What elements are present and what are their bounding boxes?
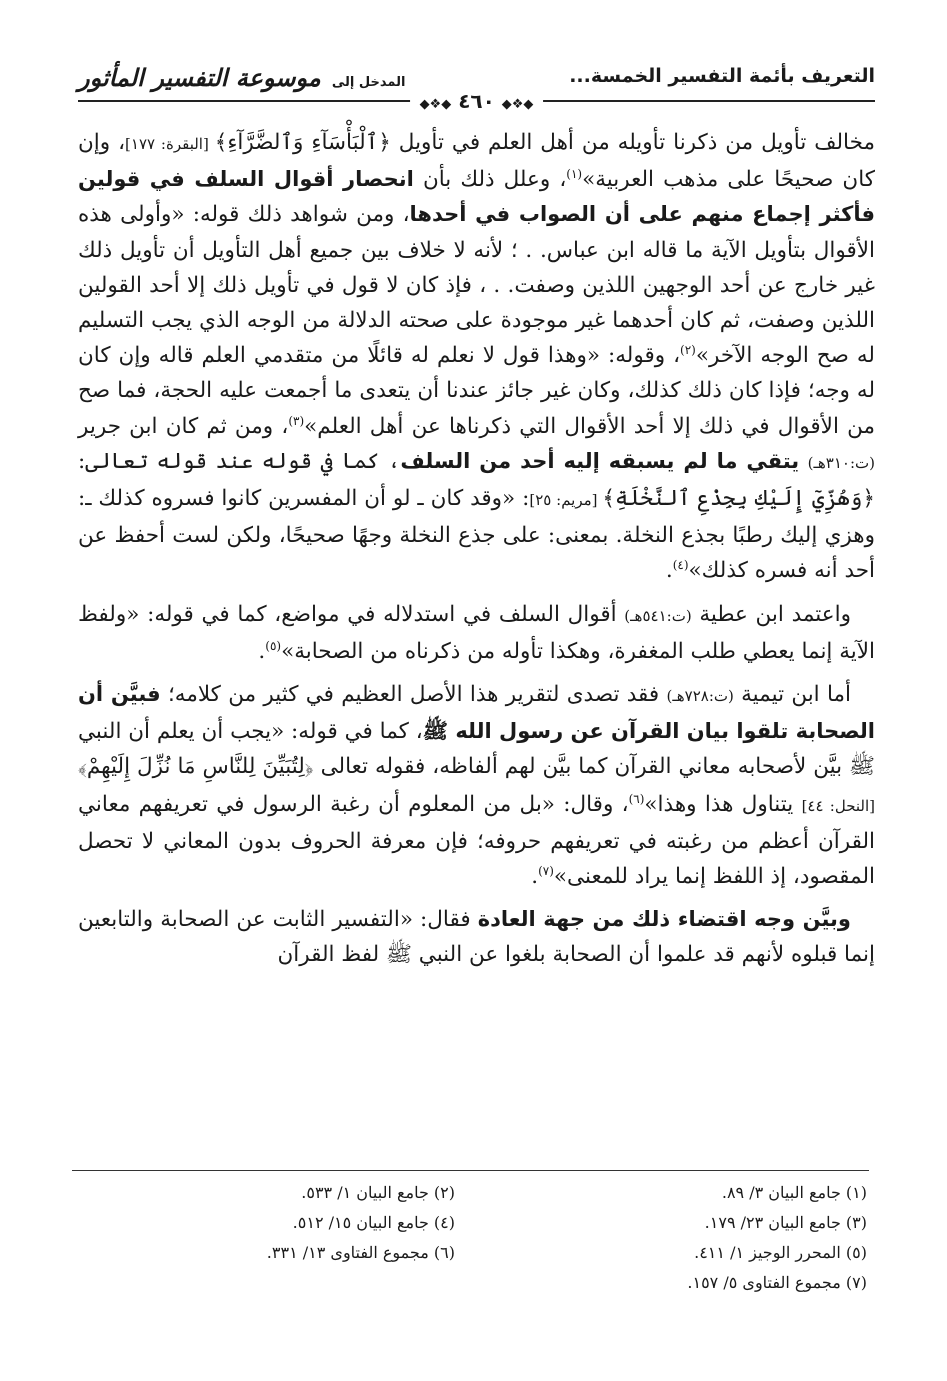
text-segment: (ت:٥٤١هـ)	[624, 606, 692, 625]
footnote-ref: (٣)	[288, 413, 305, 428]
text-segment: ﴿ٱلْبَأْسَآءِ وَٱلضَّرَّآءِ﴾	[214, 130, 391, 155]
text-segment: ، كما في قوله عند قوله تعالى:	[78, 448, 401, 474]
text-segment: أما ابن تيمية	[733, 682, 851, 708]
footnote: (١) جامع البيان ٣/ ٨٩.	[721, 1183, 867, 1202]
footnote: (٤) جامع البيان ١٥/ ٥١٢.	[292, 1213, 455, 1232]
footnote-rule	[72, 1170, 869, 1171]
text-segment: (ت:٧٢٨هـ)	[666, 687, 734, 706]
footnote: (٦) مجموع الفتاوى ١٣/ ٣٣١.	[266, 1243, 455, 1262]
book-title-prefix: المدخل إلى	[331, 75, 406, 90]
text-segment: ، ومن ثم كان ابن جرير	[78, 413, 289, 439]
page-number-value: ٤٦٠	[458, 89, 495, 113]
footnote: (٧) مجموع الفتاوى ٥/ ١٥٧.	[687, 1273, 867, 1292]
ornament-icon: ◆❖◆	[501, 97, 534, 112]
text-segment: .	[258, 638, 266, 664]
paragraph	[78, 597, 875, 669]
book-title: موسوعة التفسير المأثور	[78, 63, 321, 92]
paragraph	[78, 677, 875, 894]
ornament-icon: ◆❖◆	[419, 97, 452, 112]
footnote-ref: (٢)	[680, 343, 696, 358]
text-segment: ﴿لِتُبَيِّنَ لِلنَّاسِ مَا نُزِّلَ إِلَيْهِمْ﴾	[78, 754, 314, 780]
text-segment: يتناول هذا وهذا»	[644, 791, 802, 817]
footnotes	[78, 1183, 875, 1303]
text-segment: ، وعلل ذلك بأن	[413, 167, 567, 193]
text-segment: ، وقوله: «وهذا قول لا نعلم له قائلًا من متقدمي العلم قاله وإن كان له وجه؛ فإذا كان ذلك كذلك، وكان غير جائز عندنا أن يتعدى ما أجمعت عليه الحجة، فما صح من الأقوال في ذلك إلا أحد الأقوال التي ذكرناها عن أهل العلم»	[78, 343, 875, 439]
page-number	[410, 89, 544, 113]
footnote: (٣) جامع البيان ٢٣/ ١٧٩.	[704, 1213, 867, 1232]
text-segment: (ت:٣١٠هـ)	[807, 453, 875, 472]
text-segment: فقال: «التفسير الثابت عن الصحابة والتابعين إنما قبلوه لأنهم قد علموا أن الصحابة بلغوا عن النبي ﷺ لفظ القرآن	[78, 907, 875, 968]
footnote-ref: (٥)	[265, 638, 282, 653]
bold-text: يتقي ما لم يسبقه إليه أحد من السلف	[400, 448, 800, 473]
paragraph	[78, 902, 875, 972]
footnote-ref: (٤)	[672, 558, 689, 573]
running-header	[78, 55, 875, 113]
text-segment: ﴿وَهُزِّيٓ إِلَيْكِ بِجِذْعِ ٱلنَّخْلَةِ﴾	[602, 486, 875, 512]
footnote: (٥) المحرر الوجيز ١/ ٤١١.	[694, 1243, 867, 1262]
footnote-row	[78, 1213, 875, 1243]
text-segment: : «وقد كان ـ لو أن المفسرين كانوا فسروه كذلك ـ: وهزي إليك رطبًا بجذع النخلة. بمعنى: على جذع النخلة وجهًا صحيحًا، ولكن لست أحفظ عن أحد أنه فسره كذلك»	[78, 486, 875, 584]
footnote-ref: (٧)	[538, 863, 554, 878]
text-segment: ، كما في قوله: «يجب أن يعلم أن النبي ﷺ بيَّن لأصحابه معاني القرآن كما بيَّن لهم ألفاظه، فقوله تعالى	[78, 719, 875, 780]
bold-text: وبيَّن وجه اقتضاء ذلك من جهة العادة	[477, 907, 851, 932]
main-text	[78, 125, 875, 981]
text-segment: فقد تصدى لتقرير هذا الأصل العظيم في كثير من كلامه؛	[160, 682, 667, 708]
paragraph	[78, 125, 875, 589]
text-segment: .	[665, 558, 673, 584]
text-segment: أقوال السلف في استدلاله في مواضع، كما في قوله: «ولفظ الآية إنما يعطي طلب المغفرة، وهكذا تأوله من ذكرناه من الصحابة»	[78, 601, 875, 664]
text-segment: ، ومن شواهد ذلك قوله: «وأولى هذه الأقوال بتأويل الآية ما قاله ابن عباس. . ؛ لأنه لا خلاف بين جميع أهل التأويل أن تأويل ذلك غير خارج عن أحد الوجهين اللذين وصفت. . ، فإذ كان لا قول في تأويل ذلك إلا أحد القولين اللذين وصفت، ثم كان أحدهما غير موجودة على صحته الدلالة من الوجه الذي يجب التسليم له صح الوجه الآخر»	[78, 202, 875, 369]
book-title-header	[78, 63, 405, 92]
footnote: (٢) جامع البيان ١/ ٥٣٣.	[301, 1183, 455, 1202]
text-segment: [النحل: ٤٤]	[801, 796, 875, 815]
text-segment: مخالف تأويل من ذكرنا تأويله من أهل العلم في تأويل	[390, 130, 875, 155]
text-segment: ، وإن كان صحيحًا على مذهب العربية»	[78, 130, 875, 193]
footnote-row	[78, 1273, 875, 1303]
footnote-row	[78, 1183, 875, 1213]
text-segment: .	[531, 864, 539, 890]
text-segment	[799, 449, 807, 474]
text-segment: [مريم: ٢٥]	[529, 491, 603, 510]
bold-text: فبيَّن أن الصحابة تلقوا بيان القرآن عن رسول الله ﷺ	[78, 682, 875, 744]
text-segment: [البقرة: ١٧٧]	[125, 135, 215, 153]
text-segment: ، وقال: «بل من المعلوم أن رغبة الرسول في تعريفهم معاني القرآن أعظم من رغبته في تعريفهم حروفه؛ فإن معرفة الحروف بدون المعاني لا تحصل المقصود، إذ اللفظ إنما يراد للمعنى»	[78, 791, 875, 890]
bold-text: انحصار أقوال السلف في قولين فأكثر إجماع منهم على أن الصواب في أحدها	[78, 167, 875, 227]
footnote-ref: (٦)	[628, 791, 645, 806]
text-segment: واعتمد ابن عطية	[691, 601, 851, 627]
footnote-row	[78, 1243, 875, 1273]
footnote-ref: (١)	[566, 167, 583, 182]
chapter-title: التعريف بأئمة التفسير الخمسة...	[569, 65, 875, 87]
